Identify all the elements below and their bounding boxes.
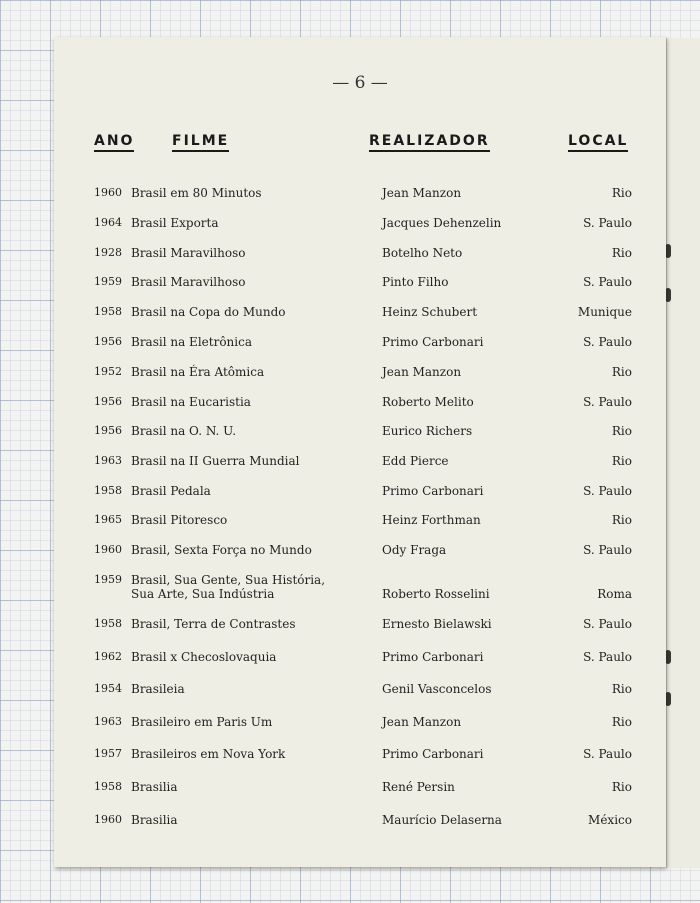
year-cell: 1952 (94, 365, 122, 378)
director-cell: Ernesto Bielawski (382, 617, 492, 631)
director-cell: Primo Carbonari (382, 650, 484, 664)
film-cell-continuation: Sua Arte, Sua Indústria (131, 587, 275, 601)
director-cell: Jean Manzon (382, 715, 462, 729)
film-cell: Brasil na O. N. U. (131, 424, 237, 438)
director-cell: Eurico Richers (382, 424, 473, 438)
column-header-local: LOCAL (568, 133, 628, 152)
film-cell: Brasil Maravilhoso (131, 275, 246, 289)
director-cell: Pinto Filho (382, 275, 449, 289)
column-header-ano: ANO (94, 133, 134, 152)
year-cell: 1959 (94, 573, 122, 586)
year-cell: 1958 (94, 305, 122, 318)
director-cell: Jean Manzon (382, 186, 462, 200)
location-cell: México (588, 813, 632, 827)
year-cell: 1960 (94, 813, 122, 826)
location-cell: Rio (611, 454, 632, 468)
location-cell: S. Paulo (583, 543, 632, 557)
page-number: — 6 — (332, 73, 388, 93)
location-cell: S. Paulo (583, 484, 632, 498)
director-cell: Genil Vasconcelos (382, 682, 492, 696)
year-cell: 1958 (94, 484, 122, 497)
column-header-realizador: REALIZADOR (369, 133, 490, 152)
location-cell: Rio (611, 424, 632, 438)
year-cell: 1962 (94, 650, 122, 663)
location-cell: Rio (611, 186, 632, 200)
director-cell: Botelho Neto (382, 246, 463, 260)
year-cell: 1958 (94, 780, 122, 793)
film-cell: Brasil na Copa do Mundo (131, 305, 286, 319)
film-cell: Brasil, Sua Gente, Sua História, (131, 573, 326, 587)
location-cell: Roma (597, 587, 632, 601)
year-cell: 1956 (94, 395, 122, 408)
director-cell: Maurício Delaserna (382, 813, 502, 827)
year-cell: 1954 (94, 682, 122, 695)
adjacent-page-edge (666, 38, 700, 868)
director-cell: Jacques Dehenzelin (382, 216, 502, 230)
film-cell: Brasileiros em Nova York (131, 747, 286, 761)
film-cell: Brasil na Eucaristia (131, 395, 251, 409)
film-cell: Brasil na Eletrônica (131, 335, 252, 349)
location-cell: Rio (611, 513, 632, 527)
year-cell: 1960 (94, 543, 122, 556)
director-cell: Jean Manzon (382, 365, 462, 379)
location-cell: Rio (611, 246, 632, 260)
director-cell: Heinz Forthman (382, 513, 481, 527)
year-cell: 1965 (94, 513, 122, 526)
film-cell: Brasil na II Guerra Mundial (131, 454, 300, 468)
film-cell: Brasil, Sexta Força no Mundo (131, 543, 312, 557)
location-cell: Rio (611, 780, 632, 794)
year-cell: 1956 (94, 424, 122, 437)
film-cell: Brasilia (131, 780, 178, 794)
location-cell: Rio (611, 682, 632, 696)
year-cell: 1956 (94, 335, 122, 348)
film-cell: Brasil Exporta (131, 216, 219, 230)
film-cell: Brasil x Checoslovaquia (131, 650, 277, 664)
year-cell: 1928 (94, 246, 122, 259)
film-cell: Brasil, Terra de Contrastes (131, 617, 296, 631)
director-cell: Heinz Schubert (382, 305, 478, 319)
film-cell: Brasileia (131, 682, 185, 696)
film-cell: Brasil Maravilhoso (131, 246, 246, 260)
film-cell: Brasil Pitoresco (131, 513, 228, 527)
film-cell: Brasilia (131, 813, 178, 827)
film-cell: Brasil na Éra Atômica (131, 365, 265, 379)
location-cell: Rio (611, 715, 632, 729)
year-cell: 1959 (94, 275, 122, 288)
film-list (54, 37, 666, 867)
year-cell: 1963 (94, 454, 122, 467)
location-cell: S. Paulo (583, 216, 632, 230)
catalog-page (54, 37, 666, 867)
location-cell: S. Paulo (583, 650, 632, 664)
location-cell: S. Paulo (583, 275, 632, 289)
location-cell: S. Paulo (583, 617, 632, 631)
year-cell: 1963 (94, 715, 122, 728)
year-cell: 1958 (94, 617, 122, 630)
director-cell: Edd Pierce (382, 454, 449, 468)
location-cell: Rio (611, 365, 632, 379)
director-cell: Roberto Melito (382, 395, 474, 409)
director-cell: Ody Fraga (382, 543, 447, 557)
location-cell: S. Paulo (583, 747, 632, 761)
director-cell: Roberto Rosselini (382, 587, 490, 601)
year-cell: 1964 (94, 216, 122, 229)
location-cell: Munique (577, 305, 632, 319)
location-cell: S. Paulo (583, 395, 632, 409)
director-cell: Primo Carbonari (382, 747, 484, 761)
director-cell: Primo Carbonari (382, 335, 484, 349)
film-cell: Brasil Pedala (131, 484, 211, 498)
film-cell: Brasil em 80 Minutos (131, 186, 262, 200)
year-cell: 1960 (94, 186, 122, 199)
director-cell: René Persin (382, 780, 455, 794)
film-cell: Brasileiro em Paris Um (131, 715, 273, 729)
director-cell: Primo Carbonari (382, 484, 484, 498)
year-cell: 1957 (94, 747, 122, 760)
column-header-filme: FILME (172, 133, 229, 152)
location-cell: S. Paulo (583, 335, 632, 349)
